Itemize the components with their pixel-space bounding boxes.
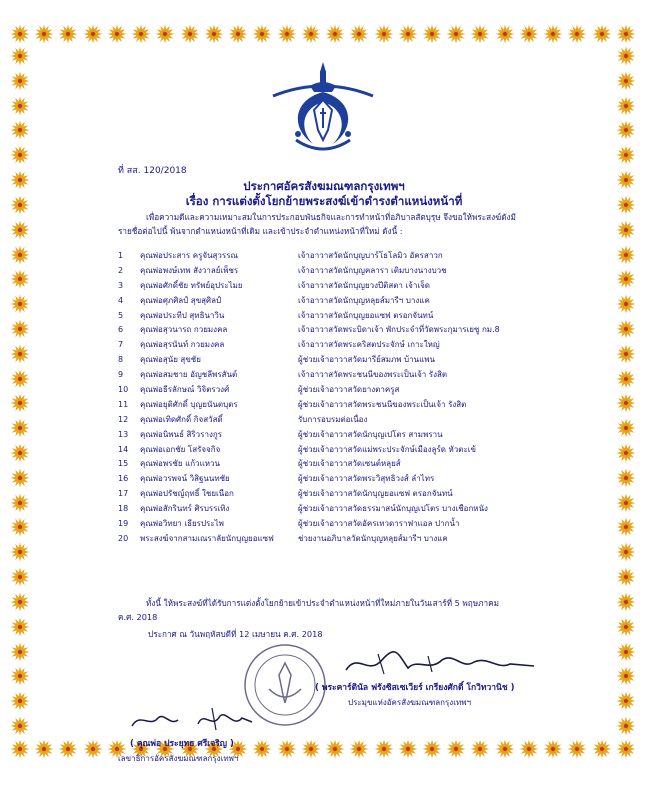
sun-ornament-icon bbox=[519, 739, 539, 759]
sun-ornament-icon bbox=[10, 468, 30, 488]
sun-ornament-icon bbox=[616, 46, 636, 66]
appointment-number: 13 bbox=[118, 429, 129, 439]
priest-name: คุณพ่อสมชาย อัญชลีพรสันต์ bbox=[140, 370, 238, 380]
appointment-row bbox=[118, 278, 588, 293]
sun-ornament-icon bbox=[616, 666, 636, 686]
sun-ornament-icon bbox=[592, 739, 612, 759]
priest-name: พระสงฆ์จากสามเณราลัยนักบุญยอแซฟ bbox=[140, 533, 274, 543]
sun-ornament-icon bbox=[616, 269, 636, 289]
priest-name: คุณพ่อศักดิ์ชัย ทรัพย์อุประไมย bbox=[140, 280, 243, 290]
sun-ornament-icon bbox=[446, 24, 466, 44]
new-position: เจ้าอาวาสวัดพระบิดาเจ้า พักประจำที่วัดพระกุมารเยซู กม.8 bbox=[298, 325, 500, 335]
sun-ornament-icon bbox=[567, 24, 587, 44]
sun-ornament-icon bbox=[10, 344, 30, 364]
sun-ornament-icon bbox=[58, 739, 78, 759]
sun-ornament-icon bbox=[374, 739, 394, 759]
sun-ornament-icon bbox=[325, 24, 345, 44]
sun-ornament-icon bbox=[155, 24, 175, 44]
appointment-row bbox=[118, 397, 588, 412]
sun-ornament-icon bbox=[252, 739, 272, 759]
appointment-row bbox=[118, 322, 588, 337]
sun-ornament-icon bbox=[83, 739, 103, 759]
appointment-row bbox=[118, 412, 588, 427]
sun-ornament-icon bbox=[10, 617, 30, 637]
sun-ornament-icon bbox=[616, 493, 636, 513]
appointment-number: 1 bbox=[118, 250, 124, 260]
new-position: เจ้าอาวาสวัดนักบุญยวงปีติสตา เจ้าเจ็ด bbox=[298, 280, 430, 290]
sun-ornament-icon bbox=[567, 739, 587, 759]
priest-name: คุณพ่อสักรินทร์ ศิรบรรเทิง bbox=[140, 504, 230, 514]
appointment-row bbox=[118, 367, 588, 382]
closing-paragraph-cont bbox=[118, 610, 588, 624]
appointment-list bbox=[118, 248, 588, 546]
new-position: ผู้ช่วยเจ้าอาวาสวัดพระวิสุทธิวงส์ ลำไทร bbox=[298, 474, 435, 484]
appointment-number: 6 bbox=[118, 325, 124, 335]
sun-ornament-icon bbox=[180, 24, 200, 44]
main-signer-name: ( พระคาร์ดินัล ฟรังซิสเซเวียร์ เกรียงศักดิ์ โกวิทวานิช ) bbox=[315, 683, 515, 693]
sun-ornament-icon bbox=[277, 739, 297, 759]
appointment-number: 17 bbox=[118, 489, 129, 499]
closing-line-1: ทั้งนี้ ให้พระสงฆ์ที่ได้รับการแต่งตั้งโยกย้ายเข้าประจำตำแหน่งหน้าที่ใหม่ภายในวันเสาร์ที่ 5 พฤษภาคม bbox=[146, 598, 500, 608]
appointment-row bbox=[118, 337, 588, 352]
appointment-number: 5 bbox=[118, 310, 124, 320]
sun-ornament-icon bbox=[616, 517, 636, 537]
sun-ornament-icon bbox=[616, 642, 636, 662]
appointment-number: 11 bbox=[118, 399, 129, 409]
announcement-title: ประกาศอัครสังฆมณฑลกรุงเทพฯ bbox=[243, 179, 405, 193]
sun-ornament-icon bbox=[10, 369, 30, 389]
appointment-row bbox=[118, 382, 588, 397]
sun-ornament-icon bbox=[616, 220, 636, 240]
new-position: เจ้าอาวาสวัดนักบุญบาร์โธโลมิว อัครสาวก bbox=[298, 250, 443, 260]
sun-ornament-icon bbox=[519, 24, 539, 44]
sun-ornament-icon bbox=[398, 739, 418, 759]
sun-ornament-icon bbox=[422, 24, 442, 44]
appointment-number: 9 bbox=[118, 370, 124, 380]
decorative-border-bottom bbox=[10, 739, 636, 759]
new-position: ผู้ช่วยเจ้าอาวาสวัดธรรมาสน์นักบุญเปโตร บางเชือกหนัง bbox=[298, 504, 488, 514]
sun-ornament-icon bbox=[10, 418, 30, 438]
priest-name: คุณพ่อนิพนธ์ สิริวรางกูร bbox=[140, 429, 222, 439]
sun-ornament-icon bbox=[616, 592, 636, 612]
sun-ornament-icon bbox=[10, 393, 30, 413]
sun-ornament-icon bbox=[616, 195, 636, 215]
new-position: เจ้าอาวาสวัดพระชนนีของพระเป็นเจ้า รังสิต bbox=[298, 370, 448, 380]
secretary-name: ( คุณพ่อ ประยุทธ ศรีเจริญ ) bbox=[130, 739, 234, 749]
sun-ornament-icon bbox=[374, 24, 394, 44]
announcement-subtitle: เรื่อง การแต่งตั้งโยกย้ายพระสงฆ์เข้าดำรงตำแหน่งหน้าที่ bbox=[185, 194, 463, 208]
sun-ornament-icon bbox=[58, 24, 78, 44]
sun-ornament-icon bbox=[34, 24, 54, 44]
priest-name: คุณพ่อสุวนารถ กวยมงคล bbox=[140, 325, 228, 335]
sun-ornament-icon bbox=[422, 739, 442, 759]
sun-ornament-icon bbox=[301, 24, 321, 44]
appointment-number: 2 bbox=[118, 265, 124, 275]
sun-ornament-icon bbox=[107, 24, 127, 44]
new-position: ผู้ช่วยเจ้าอาวาสวัดนักบุญเปโตร สามพราน bbox=[298, 429, 443, 439]
document-page bbox=[38, 50, 610, 763]
decorative-border-top bbox=[10, 24, 636, 44]
sun-ornament-icon bbox=[10, 542, 30, 562]
new-position: เจ้าอาวาสวัดนักบุญหลุยส์มารีฯ บางแค bbox=[298, 295, 430, 305]
appointment-row bbox=[118, 352, 588, 367]
appointment-row bbox=[118, 293, 588, 308]
appointment-row bbox=[118, 531, 588, 546]
new-position: เจ้าอาวาสวัดนักบุญยอแซฟ ตรอกจันทน์ bbox=[298, 310, 434, 320]
sun-ornament-icon bbox=[616, 393, 636, 413]
priest-name: คุณพ่อเทิดศักดิ์ กิจสวัสดิ์ bbox=[140, 414, 223, 424]
appointment-number: 12 bbox=[118, 414, 129, 424]
priest-name: คุณพ่อสุรนันท์ กวยมงคล bbox=[140, 340, 225, 350]
appointment-row bbox=[118, 427, 588, 442]
sun-ornament-icon bbox=[277, 24, 297, 44]
sun-ornament-icon bbox=[616, 24, 636, 44]
priest-name: คุณพ่อปรัชญ์ฤทธิ์ ใชยเนือก bbox=[140, 489, 234, 499]
sun-ornament-icon bbox=[616, 443, 636, 463]
announcement-date: ประกาศ ณ วันพฤหัสบดีที่ 12 เมษายน ค.ศ. 2018 bbox=[148, 629, 323, 639]
appointment-row bbox=[118, 308, 588, 323]
priest-name: คุณพ่อวรพจน์ วิสิฐนนทชัย bbox=[140, 474, 230, 484]
sun-ornament-icon bbox=[325, 739, 345, 759]
sun-ornament-icon bbox=[616, 170, 636, 190]
sun-ornament-icon bbox=[10, 24, 30, 44]
sun-ornament-icon bbox=[616, 71, 636, 91]
appointment-row bbox=[118, 471, 588, 486]
sun-ornament-icon bbox=[616, 369, 636, 389]
appointment-number: 4 bbox=[118, 295, 124, 305]
sun-ornament-icon bbox=[10, 493, 30, 513]
priest-name: คุณพ่อพงษ์เทพ สังวาลย์เพ็ชร bbox=[140, 265, 239, 275]
new-position: ผู้ช่วยเจ้าอาวาสวัดพระชนนีของพระเป็นเจ้า รังสิต bbox=[298, 399, 467, 409]
appointment-number: 18 bbox=[118, 504, 129, 514]
sun-ornament-icon bbox=[616, 418, 636, 438]
main-signer-title: ประมุขแห่งอัครสังฆมณฑลกรุงเทพฯ bbox=[348, 698, 471, 707]
sun-ornament-icon bbox=[228, 24, 248, 44]
sun-ornament-icon bbox=[616, 691, 636, 711]
sun-ornament-icon bbox=[10, 666, 30, 686]
sun-ornament-icon bbox=[616, 542, 636, 562]
sun-ornament-icon bbox=[398, 24, 418, 44]
appointment-number: 20 bbox=[118, 533, 129, 543]
new-position: ผู้ช่วยเจ้าอาวาสวัดแม่พระประจักษ์เมืองลูร์ด หัวตะเข้ bbox=[298, 444, 476, 454]
new-position: รับการอบรมต่อเนื่อง bbox=[298, 414, 368, 424]
signature-cardinal-icon bbox=[338, 650, 538, 678]
appointment-row bbox=[118, 501, 588, 516]
priest-name: คุณพ่อธีรลักษณ์ วิจิตรวงศ์ bbox=[140, 384, 230, 394]
sun-ornament-icon bbox=[543, 24, 563, 44]
appointment-number: 3 bbox=[118, 280, 124, 290]
sun-ornament-icon bbox=[252, 24, 272, 44]
priest-name: คุณพ่อวิทยา เธียรประไพ bbox=[140, 518, 224, 528]
sun-ornament-icon bbox=[131, 24, 151, 44]
new-position: ช่วยงานอภิบาลวัดนักบุญหลุยส์มารีฯ บางแค bbox=[298, 533, 448, 543]
signature-secretary-icon bbox=[128, 706, 258, 732]
sun-ornament-icon bbox=[592, 24, 612, 44]
sun-ornament-icon bbox=[616, 96, 636, 116]
sun-ornament-icon bbox=[10, 739, 30, 759]
sun-ornament-icon bbox=[616, 617, 636, 637]
sun-ornament-icon bbox=[616, 468, 636, 488]
reference-number: ที่ สส. 120/2018 bbox=[118, 166, 187, 176]
priest-name: คุณพ่อประสาร ครูจันสุวรรณ bbox=[140, 250, 238, 260]
sun-ornament-icon bbox=[10, 294, 30, 314]
priest-name: คุณพ่อยุติศักดิ์ บุญยนันตบุตร bbox=[140, 399, 238, 409]
sun-ornament-icon bbox=[495, 24, 515, 44]
appointment-number: 19 bbox=[118, 518, 129, 528]
sun-ornament-icon bbox=[543, 739, 563, 759]
sun-ornament-icon bbox=[10, 567, 30, 587]
new-position: ผู้ช่วยเจ้าอาวาสวัดนักบุญยอแซฟ ตรอกจันทน์ bbox=[298, 489, 453, 499]
new-position: เจ้าอาวาสวัดพระคริสตประจักษ์ เกาะใหญ่ bbox=[298, 340, 440, 350]
sun-ornament-icon bbox=[10, 71, 30, 91]
sun-ornament-icon bbox=[83, 24, 103, 44]
sun-ornament-icon bbox=[10, 691, 30, 711]
sun-ornament-icon bbox=[616, 145, 636, 165]
new-position: ผู้ช่วยเจ้าอาวาสวัดยางตาครูส bbox=[298, 384, 400, 394]
sun-ornament-icon bbox=[10, 319, 30, 339]
archdiocese-emblem-icon bbox=[268, 58, 378, 158]
priest-name: คุณพ่อพรชัย แก้วแหวน bbox=[140, 459, 220, 469]
appointment-number: 10 bbox=[118, 384, 129, 394]
secretary-title: เลขาธิการอัครสังฆมณฑลกรุงเทพฯ bbox=[118, 754, 239, 763]
sun-ornament-icon bbox=[10, 245, 30, 265]
appointment-number: 16 bbox=[118, 474, 129, 484]
sun-ornament-icon bbox=[204, 24, 224, 44]
intro-line-2: รายชื่อต่อไปนี้ พ้นจากตำแหน่งหน้าที่เดิม และเข้าประจำตำแหน่งหน้าที่ใหม่ ดังนี้ : bbox=[118, 226, 403, 236]
appointment-number: 7 bbox=[118, 340, 124, 350]
sun-ornament-icon bbox=[10, 145, 30, 165]
intro-paragraph bbox=[118, 210, 588, 224]
priest-name: คุณพ่อเอกชัย โสรัจจกิจ bbox=[140, 444, 221, 454]
sun-ornament-icon bbox=[446, 739, 466, 759]
sun-ornament-icon bbox=[495, 739, 515, 759]
sun-ornament-icon bbox=[470, 24, 490, 44]
sun-ornament-icon bbox=[616, 120, 636, 140]
intro-line-1: เพื่อความดีและความเหมาะสมในการประกอบพันธกิจและการทำหน้าที่อภิบาลสัตบุรุษ จึงขอให้พระสงฆ์ดังมี bbox=[146, 212, 516, 222]
sun-ornament-icon bbox=[470, 739, 490, 759]
sun-ornament-icon bbox=[10, 195, 30, 215]
sun-ornament-icon bbox=[10, 642, 30, 662]
sun-ornament-icon bbox=[10, 170, 30, 190]
sun-ornament-icon bbox=[10, 96, 30, 116]
appointment-number: 8 bbox=[118, 355, 124, 365]
priest-name: คุณพ่อสุนัย สุขชัย bbox=[140, 355, 201, 365]
priest-name: คุณพ่อประทีป สุทธินาวิน bbox=[140, 310, 225, 320]
appointment-row bbox=[118, 516, 588, 531]
sun-ornament-icon bbox=[616, 294, 636, 314]
sun-ornament-icon bbox=[349, 739, 369, 759]
sun-ornament-icon bbox=[616, 716, 636, 736]
appointment-number: 15 bbox=[118, 459, 129, 469]
new-position: เจ้าอาวาสวัดนักบุญคลารา เติมบางนางบวช bbox=[298, 265, 447, 275]
sun-ornament-icon bbox=[10, 517, 30, 537]
appointment-number: 14 bbox=[118, 444, 129, 454]
sun-ornament-icon bbox=[10, 120, 30, 140]
appointment-row bbox=[118, 263, 588, 278]
new-position: ผู้ช่วยเจ้าอาวาสวัดเซนต์หลุยส์ bbox=[298, 459, 401, 469]
appointment-row bbox=[118, 248, 588, 263]
priest-name: คุณพ่อศุภศิลป์ สุขสุศิลป์ bbox=[140, 295, 222, 305]
appointment-row bbox=[118, 442, 588, 457]
decorative-border-right bbox=[616, 46, 636, 736]
sun-ornament-icon bbox=[10, 716, 30, 736]
sun-ornament-icon bbox=[10, 592, 30, 612]
new-position: ผู้ช่วยเจ้าอาวาสวัดอัครเทวดาราฟาแอล ปากน้ำ bbox=[298, 518, 460, 528]
new-position: ผู้ช่วยเจ้าอาวาสวัดมารีย์สมภพ บ้านแพน bbox=[298, 355, 435, 365]
sun-ornament-icon bbox=[616, 245, 636, 265]
appointment-row bbox=[118, 486, 588, 501]
sun-ornament-icon bbox=[616, 739, 636, 759]
closing-line-2: ค.ศ. 2018 bbox=[118, 612, 158, 622]
sun-ornament-icon bbox=[616, 567, 636, 587]
sun-ornament-icon bbox=[10, 443, 30, 463]
sun-ornament-icon bbox=[616, 344, 636, 364]
sun-ornament-icon bbox=[616, 319, 636, 339]
closing-paragraph bbox=[118, 596, 588, 610]
sun-ornament-icon bbox=[10, 220, 30, 240]
sun-ornament-icon bbox=[349, 24, 369, 44]
decorative-border-left bbox=[10, 46, 30, 736]
sun-ornament-icon bbox=[301, 739, 321, 759]
appointment-row bbox=[118, 456, 588, 471]
sun-ornament-icon bbox=[10, 46, 30, 66]
intro-paragraph-cont bbox=[118, 224, 588, 238]
sun-ornament-icon bbox=[10, 269, 30, 289]
sun-ornament-icon bbox=[34, 739, 54, 759]
